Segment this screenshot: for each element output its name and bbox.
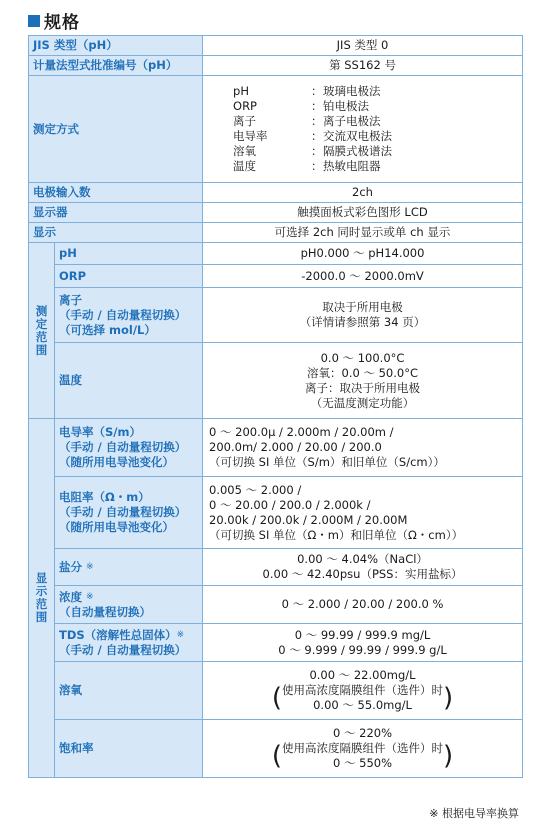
spec-table <box>28 35 523 778</box>
row-label: 温度 <box>55 343 203 419</box>
row-value: pH0.000 ～ pH14.000 <box>203 243 523 265</box>
method-list: pH ： 玻璃电极法 ORP ： 铂电极法 离子 ： 离子电极法 电导率 ： 交流双电极法 溶氧 ： 隔膜式极谱法 温度 ： 热敏电阻器 <box>203 76 523 183</box>
table-row <box>29 343 523 419</box>
table-row <box>29 549 523 586</box>
table-row <box>29 265 523 288</box>
table-row <box>29 477 523 549</box>
row-label: 浓度 ※ （自动量程切换） <box>55 586 203 624</box>
row-value: 0.005 ～ 2.000 / 0 ～ 20.00 / 200.0 / 2.000k / 20.00k / 200.0k / 2.000M / 20.00M （可切换 SI 单位（Ω・m）和旧单位（Ω・cm）） <box>203 477 523 549</box>
row-value: JIS 类型 0 <box>203 36 523 56</box>
table-row <box>29 624 523 662</box>
row-value: 第 SS162 号 <box>203 56 523 76</box>
row-value: 0.0 ～ 100.0°C 溶氧：0.0 ～ 50.0°C 离子：取决于所用电极 （无温度测定功能） <box>203 343 523 419</box>
table-row <box>29 288 523 343</box>
row-label: JIS 类型（pH） <box>29 36 203 56</box>
square-bullet-icon <box>28 15 40 27</box>
measure-range-group: 测 定 范 围 <box>29 243 55 419</box>
table-row <box>29 243 523 265</box>
row-value: 取决于所用电极 （详情请参照第 34 页） <box>203 288 523 343</box>
row-label: 显示 <box>29 223 203 243</box>
row-value: 可选择 2ch 同时显示或单 ch 显示 <box>203 223 523 243</box>
section-heading <box>28 8 80 33</box>
table-row <box>29 720 523 778</box>
row-label: 计量法型式批准编号（pH） <box>29 56 203 76</box>
row-value: 0 ～ 99.99 / 999.9 mg/L 0 ～ 9.999 / 99.99 / 999.9 g/L <box>203 624 523 662</box>
row-value: 0 ～ 200.0μ / 2.000m / 20.00m / 200.0m/ 2.000 / 20.00 / 200.0 （可切换 SI 单位（S/m）和旧单位（S/cm）） <box>203 419 523 477</box>
section-title: 规格 <box>44 13 80 33</box>
table-row <box>29 223 523 243</box>
row-label: 电导率（S/m） （手动 / 自动量程切换） （随所用电导池变化） <box>55 419 203 477</box>
row-label: 电阻率（Ω・m） （手动 / 自动量程切换） （随所用电导池变化） <box>55 477 203 549</box>
row-label: 显示器 <box>29 203 203 223</box>
table-row <box>29 419 523 477</box>
row-label: 饱和率 <box>55 720 203 778</box>
row-label: pH <box>55 243 203 265</box>
row-value: 0 ～ 2.000 / 20.00 / 200.0 % <box>203 586 523 624</box>
table-row <box>29 183 523 203</box>
row-value: 触摸面板式彩色图形 LCD <box>203 203 523 223</box>
row-label: TDS（溶解性总固体）※ （手动 / 自动量程切换） <box>55 624 203 662</box>
row-value: 2ch <box>203 183 523 203</box>
table-row <box>29 586 523 624</box>
row-label: 盐分 ※ <box>55 549 203 586</box>
table-row <box>29 36 523 56</box>
row-value: 0.00 ～ 22.00mg/L ( 使用高浓度隔膜组件（选件）时 0.00 ～ 55.0mg/L ) <box>203 662 523 720</box>
row-value: 0.00 ～ 4.04%（NaCl） 0.00 ～ 42.40psu（PSS：实用盐标） <box>203 549 523 586</box>
display-range-group: 显 示 范 围 <box>29 419 55 778</box>
table-row <box>29 76 523 183</box>
table-row <box>29 203 523 223</box>
row-label: ORP <box>55 265 203 288</box>
table-row <box>29 662 523 720</box>
table-row <box>29 56 523 76</box>
row-value: -2000.0 ～ 2000.0mV <box>203 265 523 288</box>
row-label: 电极输入数 <box>29 183 203 203</box>
row-label: 溶氧 <box>55 662 203 720</box>
row-label: 离子 （手动 / 自动量程切换） （可选择 mol/L） <box>55 288 203 343</box>
row-value: 0 ～ 220% ( 使用高浓度隔膜组件（选件）时 0 ～ 550% ) <box>203 720 523 778</box>
footnote: ※ 根据电导率换算 <box>429 807 519 820</box>
row-label: 测定方式 <box>29 76 203 183</box>
